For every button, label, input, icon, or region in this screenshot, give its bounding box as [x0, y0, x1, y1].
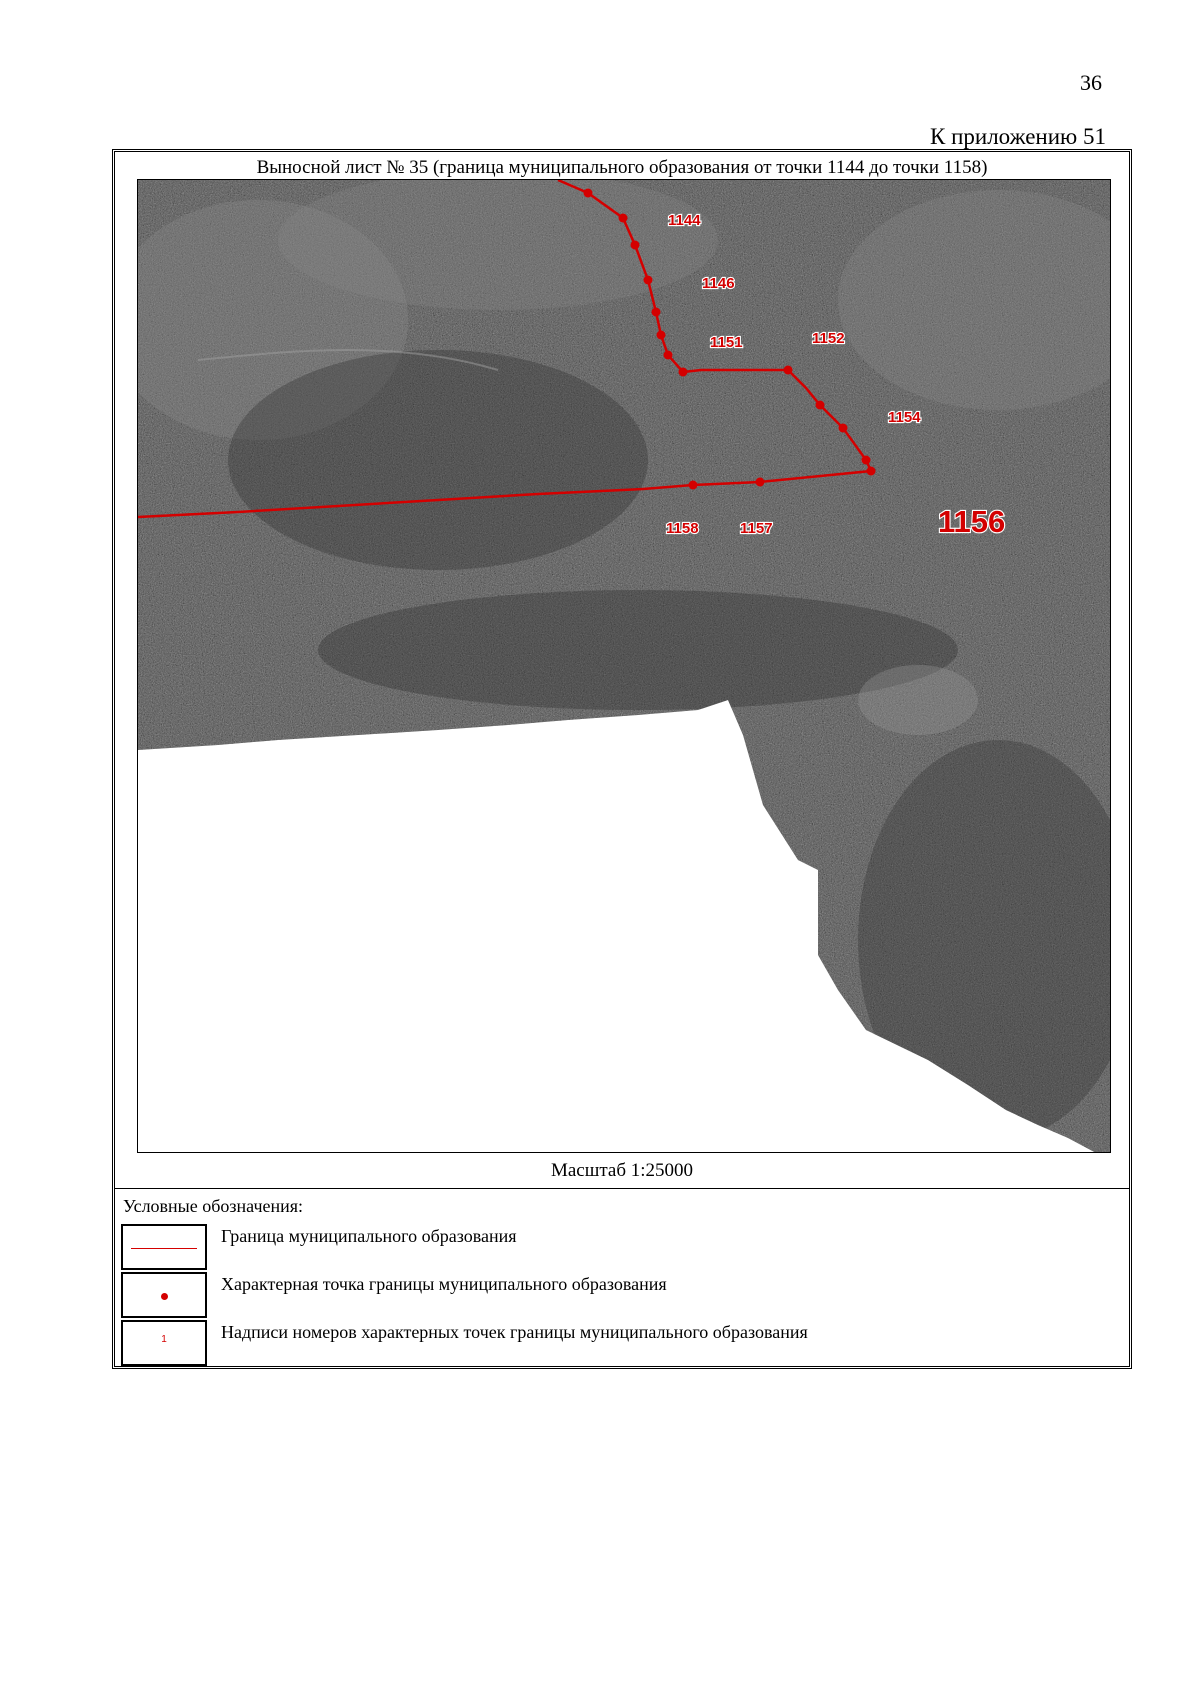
boundary-point	[619, 214, 628, 223]
point-label-1157: 1157	[740, 520, 773, 537]
red-dot-icon	[161, 1293, 168, 1300]
boundary-point	[689, 481, 698, 490]
red-line-icon	[131, 1248, 197, 1249]
point-label-1154: 1154	[888, 409, 921, 426]
point-label-1156: 1156	[938, 504, 1006, 539]
boundary-point	[679, 368, 688, 377]
legend-symbol-boundary-point	[121, 1272, 207, 1318]
legend-text-point-number: Надписи номеров характерных точек границы муниципального образования	[221, 1322, 808, 1342]
sheet-frame	[112, 149, 1132, 1369]
boundary-point	[652, 308, 661, 317]
boundary-point	[816, 401, 825, 410]
boundary-point	[644, 276, 653, 285]
boundary-point	[657, 331, 666, 340]
legend-text-point: Характерная точка границы муниципального образования	[221, 1274, 667, 1294]
point-label-1144: 1144	[668, 212, 701, 229]
map-frame[interactable]	[137, 179, 1111, 1153]
legend-title: Условные обозначения:	[123, 1196, 304, 1216]
boundary-point	[862, 456, 871, 465]
legend-symbol-boundary-line	[121, 1224, 207, 1270]
map-canvas	[138, 180, 1111, 1153]
point-label-1151: 1151	[710, 334, 743, 351]
point-label-1152: 1152	[812, 330, 845, 347]
legend-divider	[115, 1188, 1129, 1189]
boundary-point	[784, 366, 793, 375]
legend-symbol-point-number	[121, 1320, 207, 1366]
boundary-point	[839, 424, 848, 433]
boundary-point	[756, 478, 765, 487]
satellite-imagery	[138, 180, 1111, 1153]
boundary-point	[664, 351, 673, 360]
page-number: 36	[1080, 70, 1102, 95]
boundary-point	[867, 467, 876, 476]
appendix-reference: К приложению 51	[930, 124, 1106, 149]
point-label-1158: 1158	[666, 520, 699, 537]
point-label-1146: 1146	[702, 275, 735, 292]
map-scale: Масштаб 1:25000	[550, 1160, 694, 1181]
boundary-point	[631, 241, 640, 250]
sheet-title: Выносной лист № 35 (граница муниципального образования от точки 1144 до точки 1158)	[256, 157, 988, 178]
legend-text-boundary: Граница муниципального образования	[221, 1226, 517, 1246]
red-number-sample: 1	[161, 1334, 167, 1345]
boundary-point	[584, 189, 593, 198]
